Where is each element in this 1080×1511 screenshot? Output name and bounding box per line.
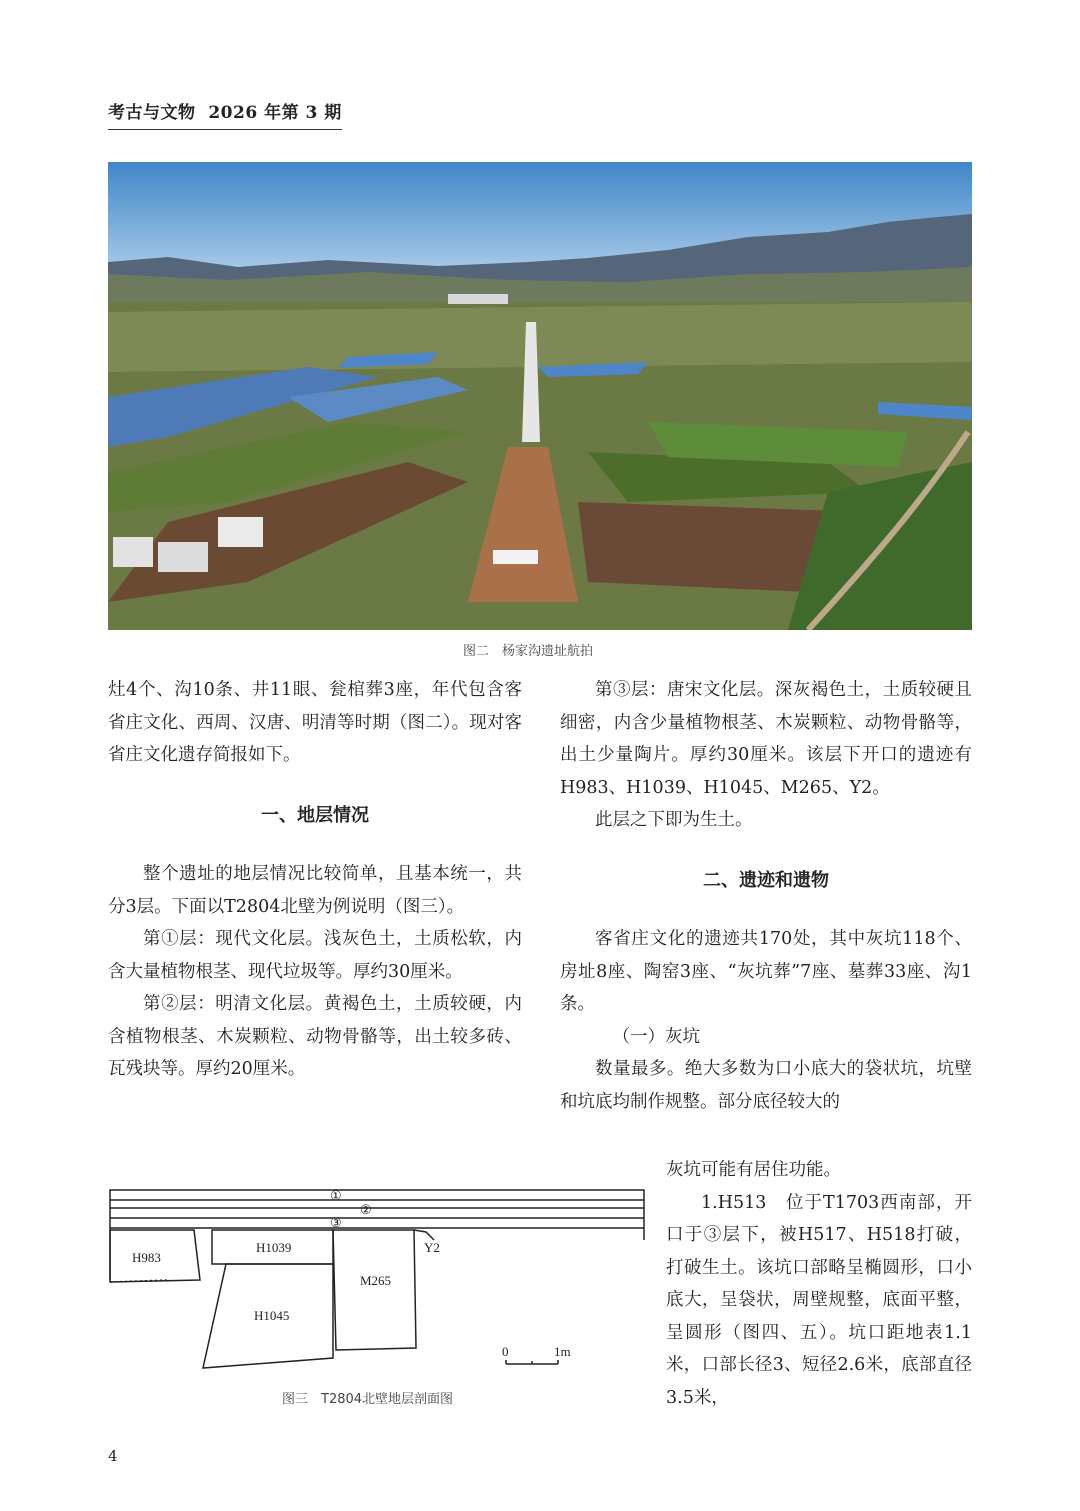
page-number: 4 (108, 1447, 118, 1465)
y2-label: Y2 (424, 1240, 440, 1255)
m265-label: M265 (360, 1273, 392, 1288)
right-column (560, 674, 972, 1118)
right-column-wrap (666, 1154, 972, 1414)
layer-1-label: ① (330, 1188, 342, 1203)
paragraph: 数量最多。绝大多数为口小底大的袋状坑，坑壁和坑底均制作规整。部分底径较大的 (560, 1059, 972, 1112)
section-heading: 二、遗迹和遗物 (703, 869, 829, 891)
paragraph: 客省庄文化的遗迹共170处，其中灰坑118个、房址8座、陶窑3座、“灰坑葬”7座、墓葬33座、沟1条。 (560, 929, 972, 1014)
layer-2-label: ② (360, 1202, 372, 1217)
paragraph: 整个遗址的地层情况比较简单，且基本统一，共分3层。下面以T2804北壁为例说明（图三）。 (108, 864, 522, 917)
scale-one-meter: 1m (554, 1344, 571, 1359)
h983-label: H983 (132, 1250, 161, 1265)
paragraph: 此层之下即为生土。 (595, 810, 753, 830)
section-diagram (108, 1180, 648, 1380)
paragraph: 1.H513 位于T1703西南部，开口于③层下，被H517、H518打破，打破生土。该坑口部略呈椭圆形，口小底大，呈袋状，周壁规整，底面平整，呈圆形（图四、五）。坑口距地表1.1米，口部长径3、短径2.6米，底部直径3.5米， (666, 1192, 972, 1408)
paragraph: 第②层：明清文化层。黄褐色土，土质较硬，内含植物根茎、木炭颗粒、动物骨骼等，出土较多砖、瓦残块等。厚约20厘米。 (108, 994, 522, 1079)
h1045-label: H1045 (254, 1308, 290, 1323)
figure3-caption: 图三 T2804北壁地层剖面图 (282, 1392, 454, 1407)
running-header: 考古与文物 2026 年第 3 期 (108, 98, 342, 130)
section-heading: 一、地层情况 (261, 804, 369, 826)
subsection-heading: （一）灰坑 (612, 1026, 700, 1047)
left-column (108, 674, 522, 1086)
paragraph: 灶4个、沟10条、井11眼、瓮棺葬3座，年代包含客省庄文化、西周、汉唐、明清等时期（图二）。现对客省庄文化遗存简报如下。 (108, 680, 522, 765)
aerial-photo (108, 162, 972, 630)
figure2-caption: 图二 杨家沟遗址航拍 (463, 644, 594, 659)
paragraph: 第①层：现代文化层。浅灰色土，土质松软，内含大量植物根茎、现代垃圾等。厚约30厘米。 (108, 929, 522, 982)
paragraph: 第③层：唐宋文化层。深灰褐色土，土质较硬且细密，内含少量植物根茎、木炭颗粒、动物骨骼等，出土少量陶片。厚约30厘米。该层下开口的遗迹有H983、H1039、H1045、M265、Y2。 (560, 680, 972, 798)
h1039-label: H1039 (256, 1240, 292, 1255)
paragraph: 灰坑可能有居住功能。 (666, 1160, 841, 1180)
layer-3-label: ③ (330, 1215, 342, 1230)
scale-zero: 0 (502, 1344, 509, 1359)
